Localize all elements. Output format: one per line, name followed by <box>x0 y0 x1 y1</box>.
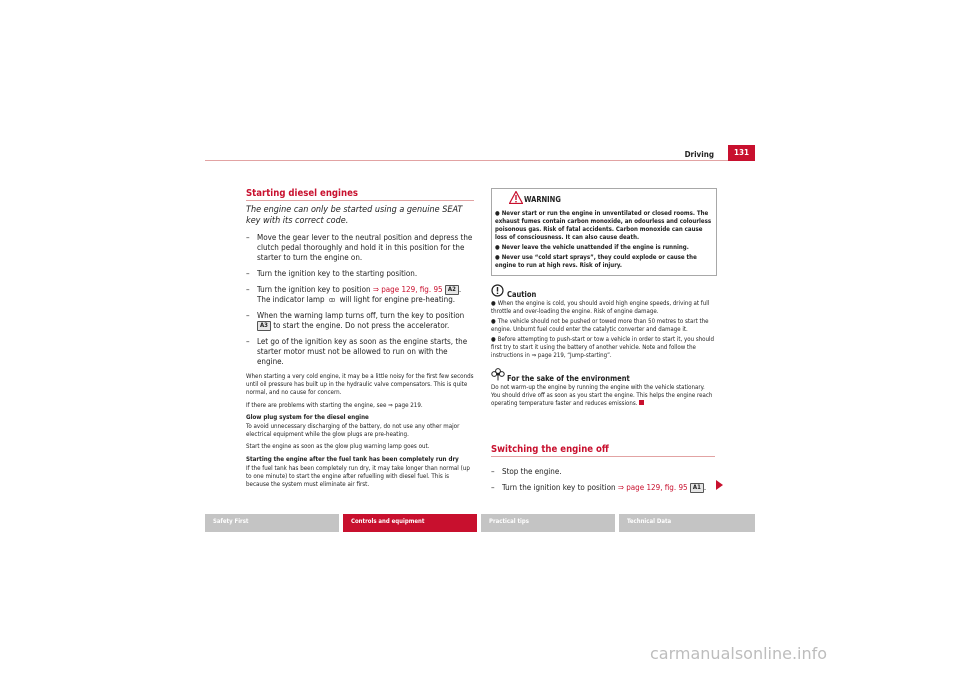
chapter-title: Driving <box>684 150 714 159</box>
footer-tab-controls[interactable]: Controls and equipment <box>343 514 477 532</box>
footer-tab-safety-first[interactable]: Safety First <box>205 514 339 532</box>
end-of-section-mark <box>639 400 644 405</box>
warning-item: ● Never start or run the engine in unventilated or closed rooms. The exhaust fumes contain carbon monoxide, an odourless and colourless poisonous gas. Risk of fatal accidents. Carbon monoxide can cause loss of consciousness. It can also cause death. <box>495 210 712 241</box>
page-link[interactable]: ⇒ page 129, fig. 95 <box>617 483 688 492</box>
list-item: – Turn the ignition key to position ⇒ page 129, fig. 95 A2 . The indicator lamp ꝏ will light for engine pre-heating. <box>246 285 462 304</box>
caution-item: ● When the engine is cold, you should avoid high engine speeds, driving at full throttle and over-loading the engine. Risk of engine damage. <box>491 300 710 315</box>
page-number: 131 <box>728 145 755 161</box>
footer-tab-practical-tips[interactable]: Practical tips <box>481 514 615 532</box>
note-paragraph: Start the engine as soon as the glow plug warning lamp goes out. <box>246 443 430 451</box>
notes-block <box>246 373 474 489</box>
note-paragraph: To avoid unnecessary discharging of the battery, do not use any other major electrical equipment while the glow plugs are pre-heating. <box>246 423 460 439</box>
section-heading-starting: Starting diesel engines <box>246 188 358 199</box>
page-link[interactable]: ⇒ page 129, fig. 95 <box>372 285 443 294</box>
warning-item: ● Never leave the vehicle unattended if the engine is running. <box>495 244 689 251</box>
section-rule <box>491 456 715 457</box>
left-column <box>246 188 474 493</box>
warning-box <box>491 188 717 276</box>
caution-icon <box>491 284 504 297</box>
note-paragraph: When starting a very cold engine, it may be a little noisy for the first few seconds until oil pressure has built up in the hydraulic valve compensators. This is quite normal, and no cause for concern. <box>246 373 474 397</box>
key-position-badge: A1 <box>690 483 704 493</box>
environment-title: For the sake of the environment <box>507 374 630 383</box>
header-rule <box>205 160 755 161</box>
list-item: – Turn the ignition key to the starting position. <box>246 269 418 278</box>
continue-arrow-icon <box>716 480 723 490</box>
list-item: – Let go of the ignition key as soon as the engine starts, the starter motor must not be allowed to run on with the engine. <box>246 337 468 366</box>
note-paragraph: If the fuel tank has been completely run dry, it may take longer than normal (up to one minute) to start the engine after refuelling with diesel fuel. This is because the system must eliminate air first. <box>246 464 470 489</box>
environment-flower-icon <box>491 368 505 381</box>
caution-item: ● Before attempting to push-start or tow a vehicle in order to start it, you should first try to start it using the battery of another vehicle. Note and follow the instructions in ⇒ page 219, “Jump-starting”. <box>491 336 715 359</box>
glow-plug-lamp-icon: ꝏ <box>328 296 336 304</box>
environment-text: Do not warm-up the engine by running the engine with the vehicle stationary. You should drive off as soon as you start the engine. This helps the engine reach operating temperature faster and reduces emissions. <box>491 384 713 407</box>
warning-header <box>495 193 713 207</box>
list-item: – When the warning lamp turns off, turn the key to position A3 to start the engine. Do not press the accelerator. <box>246 311 465 330</box>
key-position-badge: A3 <box>257 321 271 331</box>
warning-title: WARNING <box>524 195 561 204</box>
key-position-badge: A2 <box>445 285 459 295</box>
note-paragraph: If there are problems with starting the engine, see ⇒ page 219. <box>246 401 423 409</box>
section-rule <box>246 200 474 201</box>
switch-off-steps <box>491 467 715 493</box>
subheading-glow-plug: Glow plug system for the diesel engine <box>246 413 369 421</box>
warning-triangle-icon <box>509 191 523 204</box>
warning-item: ● Never use “cold start sprays”, they could explode or cause the engine to run at high revs. Risk of injury. <box>495 254 697 269</box>
list-item: – Stop the engine. <box>491 467 562 476</box>
list-item: – Turn the ignition key to position ⇒ page 129, fig. 95 A1 . <box>491 483 707 492</box>
environment-header <box>491 368 715 384</box>
subheading-fuel-run-dry: Starting the engine after the fuel tank has been completely run dry <box>246 455 459 463</box>
right-column <box>491 188 715 499</box>
caution-item: ● The vehicle should not be pushed or towed more than 50 metres to start the engine. Unburnt fuel could enter the catalytic converter and damage it. <box>491 318 709 333</box>
intro-text: The engine can only be started using a genuine SEAT key with its correct code. <box>246 205 463 226</box>
caution-header <box>491 284 715 300</box>
watermark: carmanualsonline.info <box>650 644 828 663</box>
footer-tab-technical-data[interactable]: Technical Data <box>619 514 755 532</box>
steps-list <box>246 233 474 367</box>
caution-title: Caution <box>507 290 537 299</box>
section-heading-switch-off: Switching the engine off <box>491 444 609 455</box>
list-item: – Move the gear lever to the neutral position and depress the clutch pedal thoroughly and hold it in this position for the starter to turn the engine on. <box>246 233 473 262</box>
